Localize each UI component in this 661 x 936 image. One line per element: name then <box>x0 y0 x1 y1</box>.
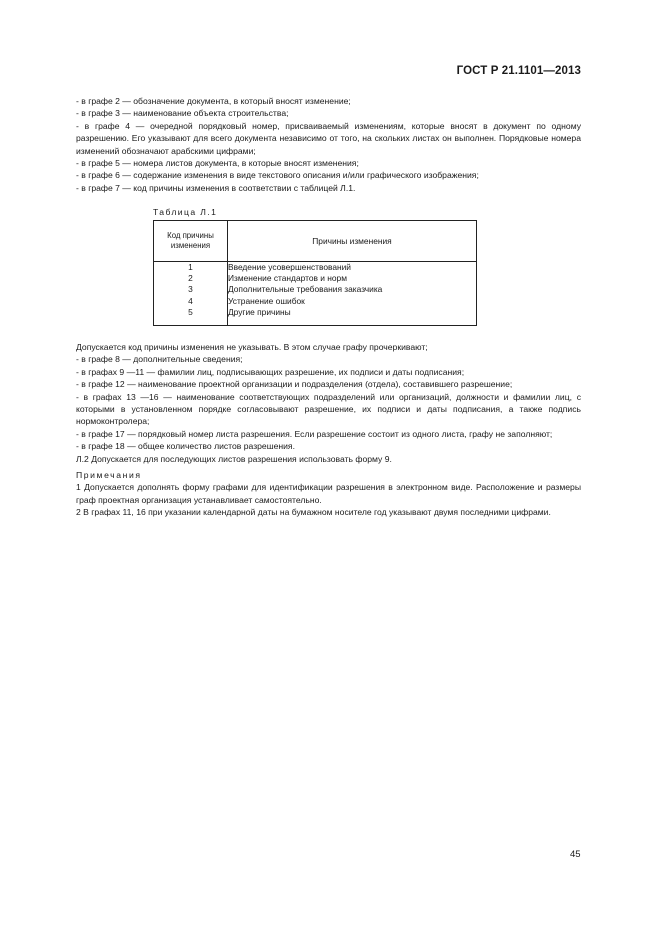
list-item: - в графе 18 — общее количество листов разрешения. <box>76 441 295 452</box>
paragraph: Допускается код причины изменения не указывать. В этом случае графу прочеркивают; <box>76 342 428 352</box>
list-item: - в графе 5 — номера листов документа, в которые вносят изменения; <box>76 158 359 169</box>
list-item: - в графе 7 — код причины изменения в соответствии с таблицей Л.1. <box>76 182 356 193</box>
reason-code: 5 <box>188 306 193 317</box>
list-item: - в графе 2 — обозначение документа, в который вносят изменение; <box>76 96 351 106</box>
table-body-row <box>154 262 477 326</box>
list-item: - в графах 9 —11 — фамилии лиц, подписывающих разрешение, их подписи и даты подписания; <box>76 366 465 377</box>
reason-code: 2 <box>188 273 193 284</box>
document-code-header: ГОСТ Р 21.1101—2013 <box>456 65 581 77</box>
list-item: - в графе 12 — наименование проектной организации и подразделения (отдела), составившего разрешение; <box>76 379 513 390</box>
change-reasons-table <box>153 220 477 326</box>
table-caption: Таблица Л.1 <box>153 207 218 217</box>
reason-text: Другие причины <box>228 306 291 317</box>
list-item: - в графе 17 — порядковый номер листа разрешения. Если разрешение состоит из одного листа, графу не заполняют; <box>76 428 553 439</box>
reason-code: 1 <box>188 262 193 272</box>
codes-cell <box>154 262 228 326</box>
reason-code: 4 <box>188 295 193 306</box>
list-item: - в графах 13 —16 — наименование соответствующих подразделений или организаций, должности и фамилии лиц, с которыми в установленном порядке согласовывают разрешение, их подписи и даты подписания, а также подпись нормоконтролера; <box>76 391 581 427</box>
reason-text: Изменение стандартов и норм <box>228 273 347 284</box>
note-item: 1 Допускается дополнять форму графами для идентификации разрешения в электронном виде. Расположение и размеры граф проектная организация устанавливает самостоятельно. <box>76 482 581 505</box>
reasons-cell <box>228 262 477 326</box>
clause-l2: Л.2 Допускается для последующих листов разрешения использовать форму 9. <box>76 453 392 464</box>
lower-text-block <box>76 341 581 519</box>
notes-title: Примечания <box>76 470 142 481</box>
list-item: - в графе 8 — дополнительные сведения; <box>76 354 243 365</box>
column-header-code: Код причины изменения <box>154 221 228 262</box>
upper-text-block <box>76 95 581 194</box>
reason-text: Устранение ошибок <box>228 295 305 306</box>
reason-code: 3 <box>188 284 193 295</box>
list-item: - в графе 3 — наименование объекта строительства; <box>76 108 289 119</box>
list-item: - в графе 6 — содержание изменения в виде текстового описания и/или графического изображения; <box>76 170 479 181</box>
table-header-row <box>154 221 477 262</box>
list-item: - в графе 4 — очередной порядковый номер, присваиваемый изменениям, которые вносят в документ по одному разрешению. Его указывают для всего документа независимо от того, на скольких листах он выполнен. Порядковые номера изменений обозначают арабскими цифрами; <box>76 120 581 156</box>
note-item: 2 В графах 11, 16 при указании календарной даты на бумажном носителе год указывают двумя последними цифрами. <box>76 507 551 518</box>
page-number: 45 <box>570 849 581 860</box>
column-header-reason: Причины изменения <box>228 221 477 262</box>
reason-text: Введение усовершенствований <box>228 262 351 272</box>
reason-text: Дополнительные требования заказчика <box>228 284 383 295</box>
